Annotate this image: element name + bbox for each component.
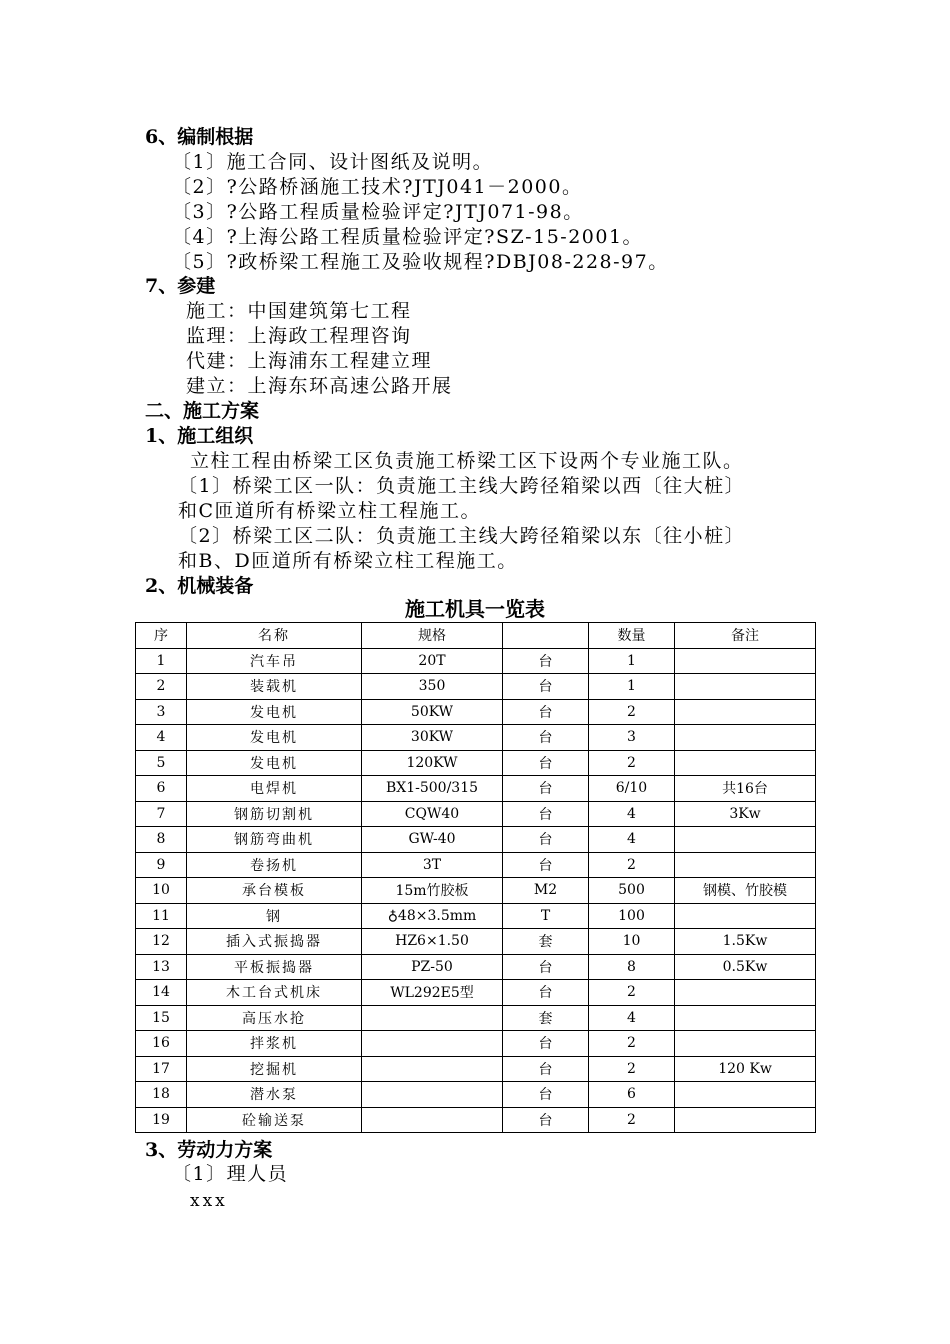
cell-spec [362, 1082, 503, 1108]
team-1-line-2: 和C匝道所有桥梁立柱工程施工。 [178, 500, 482, 522]
cell-remarks [675, 852, 816, 878]
table-row [136, 1082, 816, 1108]
cell-name: 钢筋切割机 [187, 801, 362, 827]
table-row [136, 750, 816, 776]
table-row [136, 1107, 816, 1133]
labor-plan-heading: 3、劳动力方案 [145, 1139, 273, 1161]
table-row [136, 801, 816, 827]
cell-unit: 台 [503, 725, 589, 751]
cell-name: 发电机 [187, 699, 362, 725]
cell-seq: 1 [136, 648, 187, 674]
cell-remarks [675, 827, 816, 853]
section-7-heading: 7、参建 [145, 275, 216, 297]
cell-spec [362, 1031, 503, 1057]
cell-quantity: 2 [589, 750, 675, 776]
cell-quantity: 6 [589, 1082, 675, 1108]
cell-quantity: 1 [589, 648, 675, 674]
cell-remarks [675, 1082, 816, 1108]
cell-spec: ♁48×3.5mm [362, 903, 503, 929]
participant-supervision: 监理：上海政工程理咨询 [186, 325, 412, 347]
cell-name: 钢 [187, 903, 362, 929]
cell-unit: 台 [503, 674, 589, 700]
part-2-heading: 二、施工方案 [145, 400, 260, 422]
cell-unit: 台 [503, 750, 589, 776]
cell-name: 电焊机 [187, 776, 362, 802]
labor-text: xxx [190, 1191, 228, 1211]
team-1-line-1: 〔1〕桥梁工区一队：负责施工主线大跨径箱梁以西〔往大桩〕 [178, 475, 746, 497]
cell-remarks: 3Kw [675, 801, 816, 827]
cell-remarks: 120 Kw [675, 1056, 816, 1082]
cell-remarks [675, 725, 816, 751]
section-6-item-5: 〔5〕?政桥梁工程施工及验收规程?DBJ08-228-97。 [172, 251, 669, 273]
cell-remarks [675, 1005, 816, 1031]
participant-agent: 代建：上海浦东工程建立理 [186, 350, 433, 372]
table-row [136, 725, 816, 751]
cell-name: 发电机 [187, 725, 362, 751]
table-row [136, 878, 816, 904]
cell-unit: 套 [503, 929, 589, 955]
cell-quantity: 6/10 [589, 776, 675, 802]
cell-remarks [675, 1107, 816, 1133]
cell-seq: 5 [136, 750, 187, 776]
cell-remarks [675, 750, 816, 776]
header-spec: 规格 [362, 623, 503, 649]
cell-seq: 2 [136, 674, 187, 700]
table-row [136, 1056, 816, 1082]
cell-quantity: 4 [589, 827, 675, 853]
cell-name: 发电机 [187, 750, 362, 776]
cell-remarks: 1.5Kw [675, 929, 816, 955]
cell-seq: 10 [136, 878, 187, 904]
header-remarks: 备注 [675, 623, 816, 649]
cell-spec: 30KW [362, 725, 503, 751]
section-6-item-2: 〔2〕?公路桥涵施工技术?JTJ041－2000。 [172, 176, 583, 198]
equipment-heading: 2、机械装备 [145, 575, 254, 597]
cell-quantity: 4 [589, 1005, 675, 1031]
table-row [136, 929, 816, 955]
cell-unit: 台 [503, 827, 589, 853]
cell-name: 木工台式机床 [187, 980, 362, 1006]
cell-seq: 19 [136, 1107, 187, 1133]
cell-remarks [675, 980, 816, 1006]
header-unit [503, 623, 589, 649]
cell-quantity: 2 [589, 1107, 675, 1133]
cell-quantity: 2 [589, 980, 675, 1006]
cell-seq: 15 [136, 1005, 187, 1031]
section-6-item-1: 〔1〕施工合同、设计图纸及说明。 [172, 151, 494, 173]
cell-spec [362, 1005, 503, 1031]
cell-quantity: 8 [589, 954, 675, 980]
table-row [136, 954, 816, 980]
cell-spec: 50KW [362, 699, 503, 725]
cell-name: 钢筋弯曲机 [187, 827, 362, 853]
cell-unit: 套 [503, 1005, 589, 1031]
cell-spec [362, 1056, 503, 1082]
cell-seq: 13 [136, 954, 187, 980]
cell-unit: 台 [503, 648, 589, 674]
team-2-line-2: 和B、D匝道所有桥梁立柱工程施工。 [178, 550, 518, 572]
cell-unit: 台 [503, 801, 589, 827]
cell-spec: HZ6×1.50 [362, 929, 503, 955]
cell-remarks [675, 648, 816, 674]
cell-unit: 台 [503, 1107, 589, 1133]
cell-remarks: 共16台 [675, 776, 816, 802]
cell-unit: 台 [503, 852, 589, 878]
table-row [136, 980, 816, 1006]
table-title: 施工机具一览表 [405, 597, 545, 621]
cell-spec: CQW40 [362, 801, 503, 827]
cell-seq: 7 [136, 801, 187, 827]
cell-seq: 11 [136, 903, 187, 929]
section-6-item-3: 〔3〕?公路工程质量检验评定?JTJ071-98。 [172, 201, 584, 223]
cell-quantity: 2 [589, 1031, 675, 1057]
cell-seq: 17 [136, 1056, 187, 1082]
cell-name: 装载机 [187, 674, 362, 700]
cell-quantity: 100 [589, 903, 675, 929]
cell-quantity: 4 [589, 801, 675, 827]
cell-unit: 台 [503, 699, 589, 725]
cell-seq: 18 [136, 1082, 187, 1108]
cell-seq: 12 [136, 929, 187, 955]
cell-remarks [675, 1031, 816, 1057]
cell-spec [362, 1107, 503, 1133]
cell-seq: 3 [136, 699, 187, 725]
cell-spec: PZ-50 [362, 954, 503, 980]
section-6-item-4: 〔4〕?上海公路工程质量检验评定?SZ-15-2001。 [172, 226, 644, 248]
cell-unit: T [503, 903, 589, 929]
table-row [136, 1031, 816, 1057]
cell-spec: 120KW [362, 750, 503, 776]
cell-unit: 台 [503, 980, 589, 1006]
cell-quantity: 1 [589, 674, 675, 700]
table-row [136, 827, 816, 853]
cell-seq: 8 [136, 827, 187, 853]
cell-seq: 4 [136, 725, 187, 751]
participant-construction: 施工：中国建筑第七工程 [186, 300, 412, 322]
organization-paragraph: 立柱工程由桥梁工区负责施工桥梁工区下设两个专业施工队。 [190, 450, 744, 472]
cell-remarks: 钢模、竹胶模 [675, 878, 816, 904]
team-2-line-1: 〔2〕桥梁工区二队：负责施工主线大跨径箱梁以东〔往小桩〕 [178, 525, 746, 547]
cell-spec: 350 [362, 674, 503, 700]
cell-name: 插入式振捣器 [187, 929, 362, 955]
cell-remarks [675, 699, 816, 725]
cell-remarks [675, 903, 816, 929]
cell-quantity: 2 [589, 699, 675, 725]
table-row [136, 674, 816, 700]
section-6-heading: 6、编制根据 [145, 126, 254, 148]
header-quantity: 数量 [589, 623, 675, 649]
cell-name: 平板振捣器 [187, 954, 362, 980]
cell-seq: 9 [136, 852, 187, 878]
cell-spec: 3T [362, 852, 503, 878]
cell-remarks [675, 674, 816, 700]
header-name: 名称 [187, 623, 362, 649]
cell-name: 卷扬机 [187, 852, 362, 878]
table-header-row [136, 623, 816, 649]
table-row [136, 776, 816, 802]
cell-quantity: 3 [589, 725, 675, 751]
construction-organization-heading: 1、施工组织 [145, 425, 254, 447]
cell-remarks: 0.5Kw [675, 954, 816, 980]
cell-name: 潜水泵 [187, 1082, 362, 1108]
cell-name: 砼输送泵 [187, 1107, 362, 1133]
table-row [136, 1005, 816, 1031]
cell-seq: 6 [136, 776, 187, 802]
cell-quantity: 10 [589, 929, 675, 955]
cell-seq: 16 [136, 1031, 187, 1057]
cell-name: 挖掘机 [187, 1056, 362, 1082]
cell-unit: 台 [503, 1056, 589, 1082]
cell-name: 高压水抢 [187, 1005, 362, 1031]
cell-unit: 台 [503, 1082, 589, 1108]
cell-spec: WL292E5型 [362, 980, 503, 1006]
table-row [136, 852, 816, 878]
table-row [136, 699, 816, 725]
equipment-table [135, 622, 816, 1133]
cell-unit: 台 [503, 1031, 589, 1057]
header-seq: 序 [136, 623, 187, 649]
cell-spec: BX1-500/315 [362, 776, 503, 802]
cell-seq: 14 [136, 980, 187, 1006]
cell-spec: GW-40 [362, 827, 503, 853]
cell-quantity: 500 [589, 878, 675, 904]
cell-quantity: 2 [589, 852, 675, 878]
cell-unit: 台 [503, 776, 589, 802]
cell-spec: 20T [362, 648, 503, 674]
labor-item-1: 〔1〕理人员 [172, 1163, 289, 1185]
cell-spec: 15m竹胶板 [362, 878, 503, 904]
cell-name: 承台模板 [187, 878, 362, 904]
cell-unit: M2 [503, 878, 589, 904]
table-row [136, 903, 816, 929]
participant-owner: 建立：上海东环高速公路开展 [186, 375, 453, 397]
cell-name: 拌浆机 [187, 1031, 362, 1057]
cell-quantity: 2 [589, 1056, 675, 1082]
cell-name: 汽车吊 [187, 648, 362, 674]
cell-unit: 台 [503, 954, 589, 980]
table-row [136, 648, 816, 674]
